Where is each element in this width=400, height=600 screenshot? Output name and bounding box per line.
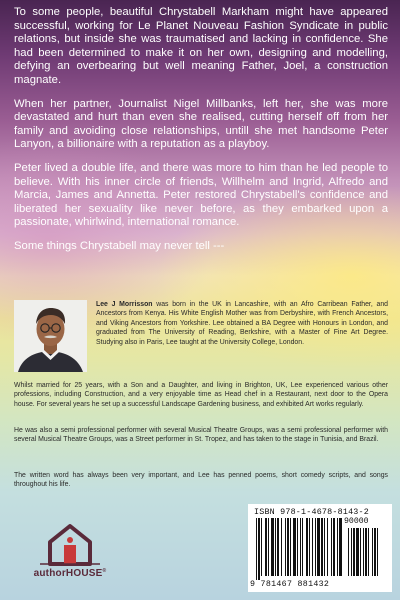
author-bio-paragraph-1 [96, 300, 388, 347]
author-bio-block-4 [14, 471, 388, 490]
blurb-paragraph-2: When her partner, Journalist Nigel Millbanks, left her, she was more devastated and hurt than even she realised, cutting herself off from her family and avoiding close relationships, untill she met handsome Peter Lanyon, a billionaire with a reputation as a playboy. [14, 97, 388, 151]
barcode-addon-bar [377, 528, 378, 576]
publisher-house-icon [30, 522, 110, 568]
barcode-bar [277, 518, 279, 576]
barcode-bar [285, 518, 286, 576]
isbn-label: ISBN 978-1-4678-8143-2 [254, 507, 369, 517]
barcode-bar [271, 518, 274, 576]
blurb-paragraph-1: To some people, beautiful Chrystabell Markham might have appeared successful, working for Le Planet Nouveau Fashion Syndicate in public relations, but inside she was traumatised and lacking in confidence. She had been determined to make it on her own, designing and modelling, defying an overbearing but well meaning Father, Joel, a construction magnate. [14, 6, 388, 86]
blurb-paragraph-3: Peter lived a double life, and there was more to him than he led people to believe. With his inner circle of friends, Willhelm and Ingrid, Alfredo and Marcia, James and Annetta. Peter restored Chrystabell's confidence and liberated her sexuality like never before, as they embarked upon a passionate, whirlwind, international romance. [14, 161, 388, 229]
barcode-bar [333, 518, 335, 576]
barcode-bar [302, 518, 303, 576]
barcode-bar [268, 518, 269, 576]
author-photo [14, 300, 87, 372]
barcode-addon-bar [374, 528, 376, 576]
barcode-bar [312, 518, 313, 576]
barcode-bar [275, 518, 276, 576]
barcode-addon-bar [353, 528, 355, 576]
barcode-addon-bar [356, 528, 359, 576]
barcode-digits: 9 781467 881432 [250, 580, 330, 589]
author-bio-section [14, 300, 388, 372]
barcode-bar [331, 518, 332, 576]
barcode-bar [281, 518, 282, 576]
publisher-logo [30, 522, 110, 588]
barcode-bar [293, 518, 296, 576]
barcode-addon-bar [368, 528, 369, 576]
barcode-bar [337, 518, 338, 576]
barcode-bar [324, 518, 325, 576]
author-bio-paragraph-2: Whilst married for 25 years, with a Son and a Daughter, and living in Brighton, UK, Lee experienced various other professions, including Construction, and a very enjoyable time as Head chef in a Restaurant, next door to the Opera house. For several years he set up a successful Landscape Gardening business, and exhibited Art works regularly. [14, 382, 388, 408]
barcode-bar [317, 518, 320, 576]
author-bio-block-3 [14, 426, 388, 445]
barcode-bar [309, 518, 310, 576]
price-addon-label: 90000 [344, 517, 369, 526]
barcode-addon-bar [372, 528, 373, 576]
barcode-bar [327, 518, 328, 576]
author-bio-text-1: was born in the UK in Lancashire, with an Afro Carribean Father, and Ancestors from Kenya. His White English Mother was from Derbyshire, with French Ancestors, and Viking Ancestors from Yorkshire. Lee obtained a BA Degree with Honours in London, and graduated from The University of Reading, Berkshire, with a Master of Fine Art Degree. Studying also in Paris, Lee taught at the University College, London. [96, 301, 388, 346]
author-bio-paragraph-3: He was also a semi professional performer with several Musical Theatre Groups, was a semi professional performer with several Musical Theatre Groups, was a Street performer in St. Tropez, and has taken to the stage in Tunisia, and Brazil. [14, 427, 388, 444]
blurb-teaser: Some things Chrystabell may never tell --- [14, 239, 225, 252]
barcode-bar [290, 518, 291, 576]
isbn-barcode [248, 504, 392, 592]
barcode-bar [265, 518, 267, 576]
barcode-bar [258, 518, 260, 580]
barcode-addon-bar [360, 528, 361, 576]
barcode-bar [261, 518, 262, 576]
barcode-addon-bar [348, 528, 349, 576]
author-name: Lee J Morrisson [96, 301, 153, 308]
barcode-bar [321, 518, 323, 576]
barcode-bar [297, 518, 298, 576]
barcode-bar [300, 518, 301, 576]
barcode-bars [256, 518, 384, 580]
barcode-addon-bar [351, 528, 352, 576]
barcode-bar [315, 518, 316, 576]
barcode-bar [287, 518, 289, 576]
author-bio-paragraph-4: The written word has always been very important, and Lee has penned poems, short comedy scripts, and songs throughout his life. [14, 472, 388, 489]
publisher-name: authorHOUSE® [33, 568, 107, 579]
barcode-addon-bar [363, 528, 364, 576]
back-cover-blurb [14, 6, 388, 264]
author-bio-block-2 [14, 381, 388, 409]
barcode-bar [306, 518, 308, 576]
barcode-bar [256, 518, 257, 580]
barcode-addon-bar [365, 528, 367, 576]
barcode-bar [339, 518, 342, 576]
